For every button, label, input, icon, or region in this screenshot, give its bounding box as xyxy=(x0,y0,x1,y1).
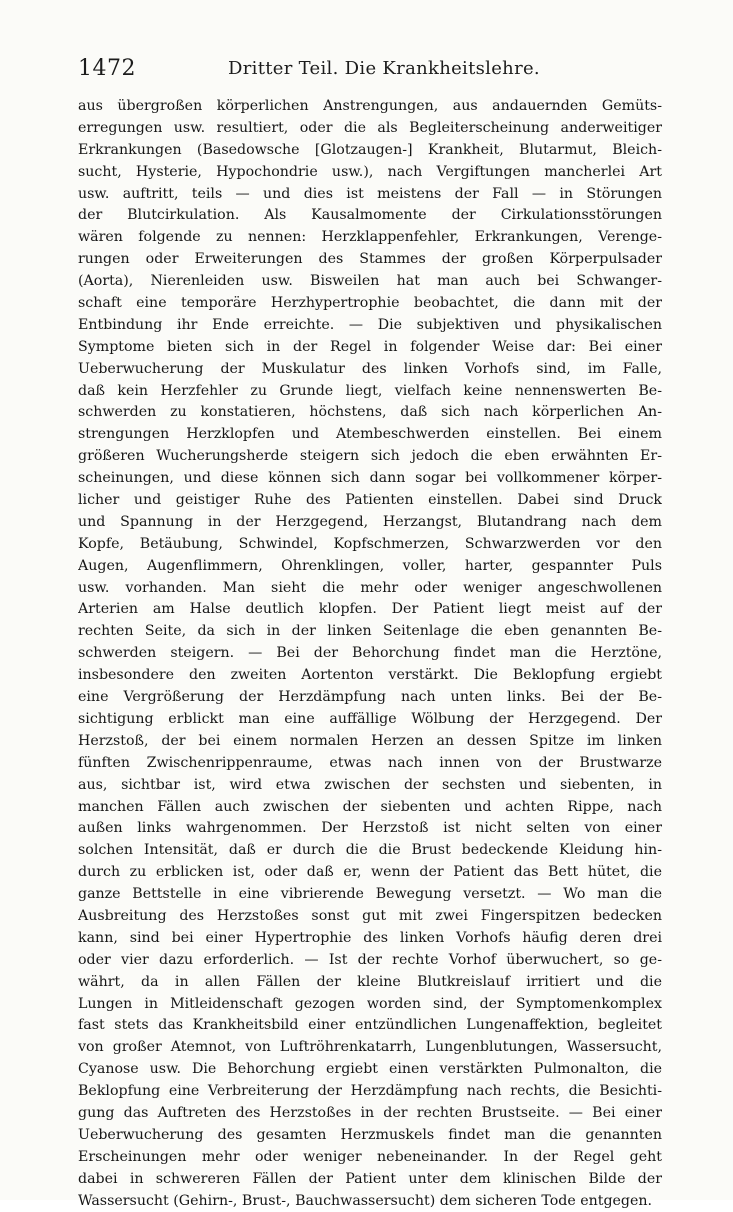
text-line: dabei in schwereren Fällen der Patient unter dem klinischen Bilde der xyxy=(78,1170,662,1187)
text-line: Erscheinungen mehr oder weniger nebeneinander. In der Regel geht xyxy=(78,1148,662,1165)
text-line: usw. auftritt, teils — und dies ist meistens der Fall — in Störungen xyxy=(78,185,662,202)
text-line: Entbindung ihr Ende erreichte. — Die subjektiven und physikalischen xyxy=(78,316,662,333)
text-line: Ausbreitung des Herzstoßes sonst gut mit zwei Fingerspitzen bedecken xyxy=(78,907,662,924)
text-line: durch zu erblicken ist, oder daß er, wenn der Patient das Bett hütet, die xyxy=(78,864,662,881)
text-line: oder vier dazu erforderlich. — Ist der rechte Vorhof überwuchert, so ge- xyxy=(78,951,662,968)
text-line: aus, sichtbar ist, wird etwa zwischen der sechsten und siebenten, in xyxy=(78,776,662,793)
text-line: aus übergroßen körperlichen Anstrengungen, aus andauernden Gemüts- xyxy=(78,98,662,114)
page-number: 1472 xyxy=(78,56,136,81)
text-line: Arterien am Halse deutlich klopfen. Der Patient liegt meist auf der xyxy=(78,601,662,618)
text-line: strengungen Herzklopfen und Atembeschwerden einstellen. Bei einem xyxy=(78,426,662,443)
text-line: fünften Zwischenrippenraume, etwas nach innen von der Brustwarze xyxy=(78,754,662,771)
text-line: und Spannung in der Herzgegend, Herzangst, Blutandrang nach dem xyxy=(78,513,662,530)
text-line: sucht, Hysterie, Hypochondrie usw.), nach Vergiftungen mancherlei Art xyxy=(78,163,662,180)
text-line: Ueberwucherung der Muskulatur des linken Vorhofs sind, im Falle, xyxy=(78,360,662,377)
running-header xyxy=(78,52,663,80)
text-line: gung das Auftreten des Herzstoßes in der rechten Brustseite. — Bei einer xyxy=(78,1104,662,1121)
body-text xyxy=(78,96,662,1212)
text-line: Symptome bieten sich in der Regel in folgender Weise dar: Bei einer xyxy=(78,338,662,355)
text-line: der Blutcirkulation. Als Kausalmomente der Cirkulationsstörungen xyxy=(78,207,662,224)
text-line: eine Vergrößerung der Herzdämpfung nach unten links. Bei der Be- xyxy=(78,689,662,706)
text-line: schwerden zu konstatieren, höchstens, daß sich nach körperlichen An- xyxy=(78,404,662,421)
text-line: Kopfe, Betäubung, Schwindel, Kopfschmerzen, Schwarzwerden vor den xyxy=(78,535,662,552)
text-line: (Aorta), Nierenleiden usw. Bisweilen hat man auch bei Schwanger- xyxy=(78,273,662,290)
text-line: Augen, Augenflimmern, Ohrenklingen, voller, harter, gespannter Puls xyxy=(78,557,662,574)
text-line: Herzstoß, der bei einem normalen Herzen an dessen Spitze im linken xyxy=(78,732,662,749)
text-line: währt, da in allen Fällen der kleine Blutkreislauf irritiert und die xyxy=(78,973,662,990)
text-line: schaft eine temporäre Herzhypertrophie beobachtet, die dann mit der xyxy=(78,295,662,312)
text-line: größeren Wucherungsherde steigern sich jedoch die eben erwähnten Er- xyxy=(78,448,662,465)
text-line: manchen Fällen auch zwischen der siebenten und achten Rippe, nach xyxy=(78,798,662,815)
text-line: Lungen in Mitleidenschaft gezogen worden sind, der Symptomenkomplex xyxy=(78,995,662,1012)
text-line: von großer Atemnot, von Luftröhrenkatarrh, Lungenblutungen, Wassersucht, xyxy=(78,1039,662,1056)
text-line: fast stets das Krankheitsbild einer entzündlichen Lungenaffektion, begleitet xyxy=(78,1017,662,1034)
text-line: Cyanose usw. Die Behorchung ergiebt einen verstärkten Pulmonalton, die xyxy=(78,1061,662,1078)
text-line: ganze Bettstelle in eine vibrierende Bewegung versetzt. — Wo man die xyxy=(78,886,662,903)
text-line: rungen oder Erweiterungen des Stammes der großen Körperpulsader xyxy=(78,251,662,268)
text-line: usw. vorhanden. Man sieht die mehr oder weniger angeschwollenen xyxy=(78,579,662,596)
text-line: licher und geistiger Ruhe des Patienten einstellen. Dabei sind Druck xyxy=(78,492,662,509)
text-line: rechten Seite, da sich in der linken Seitenlage die eben genannten Be- xyxy=(78,623,662,640)
text-line: kann, sind bei einer Hypertrophie des linken Vorhofs häufig deren drei xyxy=(78,929,662,946)
text-line: schwerden steigern. — Bei der Behorchung findet man die Herztöne, xyxy=(78,645,662,662)
text-line: Beklopfung eine Verbreiterung der Herzdämpfung nach rechts, die Besichti- xyxy=(78,1083,662,1100)
text-line: daß kein Herzfehler zu Grunde liegt, vielfach keine nennenswerten Be- xyxy=(78,382,662,399)
text-line: Ueberwucherung des gesamten Herzmuskels findet man die genannten xyxy=(78,1126,662,1143)
text-line: Wassersucht (Gehirn-, Brust-, Bauchwassersucht) dem sicheren Tode entgegen. xyxy=(78,1192,653,1209)
header-title: Dritter Teil. Die Krankheitslehre. xyxy=(228,58,540,79)
text-line: scheinungen, und diese können sich dann sogar bei vollkommener körper- xyxy=(78,470,662,487)
text-line: insbesondere den zweiten Aortenton verstärkt. Die Beklopfung ergiebt xyxy=(78,667,662,684)
text-line: erregungen usw. resultiert, oder die als Begleiterscheinung anderweitiger xyxy=(78,119,662,136)
text-line: außen links wahrgenommen. Der Herzstoß ist nicht selten von einer xyxy=(78,820,662,837)
text-line: Erkrankungen (Basedowsche [Glotzaugen-] Krankheit, Blutarmut, Bleich- xyxy=(78,141,662,158)
text-line: sichtigung erblickt man eine auffällige Wölbung der Herzgegend. Der xyxy=(78,710,662,727)
text-line: solchen Intensität, daß er durch die die Brust bedeckende Kleidung hin- xyxy=(78,842,662,859)
text-line: wären folgende zu nennen: Herzklappenfehler, Erkrankungen, Verenge- xyxy=(78,229,662,246)
